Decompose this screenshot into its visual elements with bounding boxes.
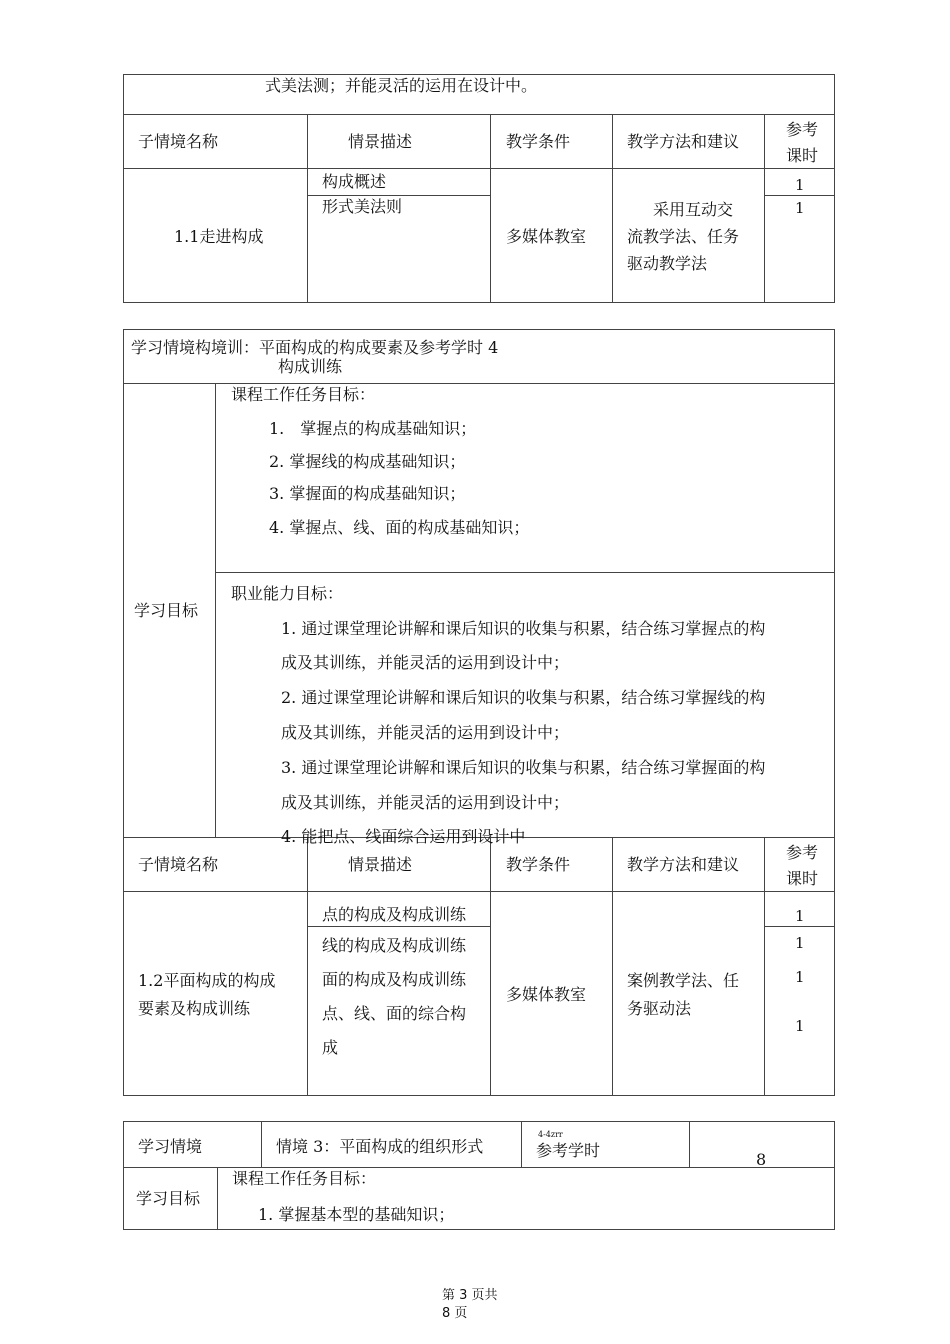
table3-task-heading: 课程工作任务目标： xyxy=(232,1169,377,1188)
table2-task-2: 2. 掌握线的构成基础知识； xyxy=(269,452,466,471)
table2-ability-heading: 职业能力目标： xyxy=(231,584,344,603)
table2-task-4: 4. 掌握点、线、面的构成基础知识； xyxy=(269,518,530,537)
table2-hours-1: 1 xyxy=(795,907,805,925)
page-footer-line2: 8 页 xyxy=(442,1306,468,1321)
table2-header-condition: 教学条件 xyxy=(506,855,571,874)
table2-subname-1: 1.2平面构成的构成 xyxy=(138,971,276,990)
table1-condition: 多媒体教室 xyxy=(506,227,587,246)
table1-header-condition: 教学条件 xyxy=(506,132,571,151)
table2-ability-6: 成及其训练，并能灵活的运用到设计中； xyxy=(281,793,570,812)
table2-header-hours-2: 课时 xyxy=(786,869,819,888)
table3-hours-label: 参考学时 xyxy=(536,1141,601,1160)
table2-desc-3: 面的构成及构成训练 xyxy=(322,970,467,989)
table2-method-1: 案例教学法、任 xyxy=(627,971,740,990)
table2-header-method: 教学方法和建议 xyxy=(627,855,740,874)
table1-header-method: 教学方法和建议 xyxy=(627,132,740,151)
table1-header-hours-1: 参考 xyxy=(786,120,819,139)
table3-task-1: 1. 掌握基本型的基础知识； xyxy=(258,1205,455,1224)
table2-task-3: 3. 掌握面的构成基础知识； xyxy=(269,484,466,503)
table2-header-hours-1: 参考 xyxy=(786,843,819,862)
table1-header-desc: 情景描述 xyxy=(348,132,413,151)
table1-hours-2: 1 xyxy=(795,199,805,217)
table2-title-line1: 学习情境构境训：平面构成的构成要素及参考学时 4 xyxy=(131,338,499,357)
table-1 xyxy=(123,74,835,303)
table2-header-desc: 情景描述 xyxy=(348,855,413,874)
table2-ability-7: 4. 能把点、线面综合运用到设计中 xyxy=(281,827,526,846)
table3-context-value: 情境 3：平面构成的组织形式 xyxy=(276,1137,484,1156)
table2-ability-1: 1. 通过课堂理论讲解和课后知识的收集与积累，结合练习掌握点的构 xyxy=(281,619,766,638)
table2-subname-2: 要素及构成训练 xyxy=(138,999,251,1018)
table2-task-1: 1. 掌握点的构成基础知识； xyxy=(269,419,477,438)
table1-hours-1: 1 xyxy=(795,176,805,194)
table2-hours-2: 1 xyxy=(795,934,805,952)
table3-goal-label: 学习目标 xyxy=(136,1189,201,1208)
table1-subname: 1.1走进构成 xyxy=(174,227,264,246)
table3-hours-value: 8 xyxy=(756,1150,767,1169)
page-footer-line1: 第 3 页共 xyxy=(442,1288,498,1303)
table2-method-2: 务驱动法 xyxy=(627,999,692,1018)
table1-header-subname: 子情境名称 xyxy=(138,132,219,151)
table3-context-label: 学习情境 xyxy=(138,1137,203,1156)
table1-method-3: 驱动教学法 xyxy=(627,254,708,273)
table2-condition: 多媒体教室 xyxy=(506,985,587,1004)
table2-desc-4: 点、线、面的综合构 xyxy=(322,1004,467,1023)
table2-hours-4: 1 xyxy=(795,1017,805,1035)
table2-hours-3: 1 xyxy=(795,968,805,986)
table3-hours-note: 4-4zrr xyxy=(538,1130,563,1139)
table1-method-1: 采用互动交 xyxy=(653,200,734,219)
table2-ability-2: 成及其训练，并能灵活的运用到设计中； xyxy=(281,653,570,672)
table1-method-2: 流教学法、任务 xyxy=(627,227,740,246)
table2-desc-2: 线的构成及构成训练 xyxy=(322,936,467,955)
table1-desc-1: 构成概述 xyxy=(322,172,387,191)
table1-header-hours-2: 课时 xyxy=(786,146,819,165)
table1-top-text: 式美法测；并能灵活的运用在设计中。 xyxy=(265,76,538,95)
table2-title-line2: 构成训练 xyxy=(278,357,343,376)
table2-desc-1: 点的构成及构成训练 xyxy=(322,905,467,924)
table2-desc-5: 成 xyxy=(322,1038,339,1057)
table2-goal-label: 学习目标 xyxy=(134,601,199,620)
table2-ability-5: 3. 通过课堂理论讲解和课后知识的收集与积累，结合练习掌握面的构 xyxy=(281,758,766,777)
table2-task-heading: 课程工作任务目标： xyxy=(231,385,376,404)
table2-ability-3: 2. 通过课堂理论讲解和课后知识的收集与积累，结合练习掌握线的构 xyxy=(281,688,766,707)
table1-desc-2: 形式美法则 xyxy=(322,197,403,216)
table2-header-subname: 子情境名称 xyxy=(138,855,219,874)
table2-ability-4: 成及其训练，并能灵活的运用到设计中； xyxy=(281,723,570,742)
